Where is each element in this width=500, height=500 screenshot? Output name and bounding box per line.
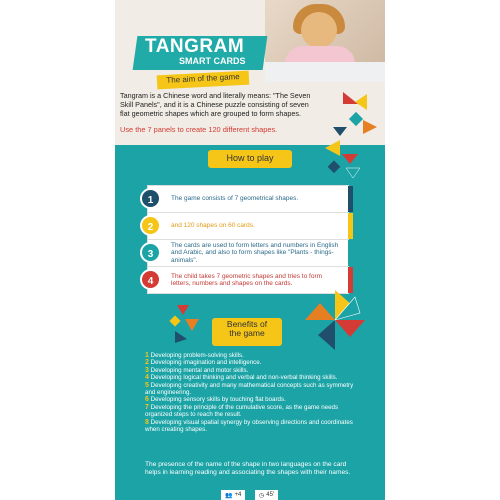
step-cap bbox=[348, 186, 353, 212]
logo-title: TANGRAM bbox=[145, 36, 245, 57]
table-shape bbox=[265, 62, 385, 82]
step-text: The cards are used to form letters and numbers in English and Arabic, and also to form shapes like "Plants - things- animals". bbox=[171, 241, 339, 264]
step-text: The game consists of 7 geometrical shapes. bbox=[171, 195, 299, 203]
benefit-item: 1 Developing problem-solving skills. bbox=[145, 352, 244, 359]
tangram-decor-top-icon bbox=[333, 92, 383, 137]
product-card bbox=[115, 0, 385, 500]
step-1 bbox=[147, 185, 349, 213]
step-number: 3 bbox=[140, 242, 161, 263]
benefits-label bbox=[212, 320, 282, 338]
how-to-play-label: How to play bbox=[226, 153, 274, 163]
players-badge bbox=[221, 490, 245, 500]
step-2 bbox=[147, 212, 349, 240]
benefit-item: 8 Developing visual spatial synergy by observing directions and coordinates when creating shapes. bbox=[145, 418, 353, 434]
step-cap bbox=[348, 240, 353, 266]
time-badge bbox=[255, 490, 278, 500]
benefits-label-line2: the game bbox=[229, 328, 265, 338]
benefits-label-line1: Benefits of bbox=[226, 319, 268, 329]
face-shape bbox=[301, 12, 337, 48]
aim-label: The aim of the game bbox=[166, 72, 240, 85]
benefit-item: 6 Developing sensory skills by touching flat boards. bbox=[145, 396, 286, 404]
clock-icon: ◷ bbox=[259, 492, 265, 499]
benefit-item: 7 Developing the principle of the cumulative score, as the game needs organized steps to reach the result. bbox=[145, 403, 339, 419]
step-number: 2 bbox=[140, 215, 161, 236]
step-number: 4 bbox=[140, 269, 161, 290]
step-3 bbox=[147, 239, 349, 267]
benefit-item: 5 Developing creativity and many mathematical concepts such as symmetry and engineering. bbox=[145, 381, 354, 397]
footer-text: The presence of the name of the shape in two languages on the card helps in learning reading and associating the shapes with their names. bbox=[145, 461, 351, 476]
step-cap bbox=[348, 213, 353, 239]
benefit-item: 2 Developing imagination and intelligence. bbox=[145, 359, 262, 367]
time-value: 45' bbox=[266, 492, 275, 498]
benefit-item: 3 Developing mental and motor skills. bbox=[145, 366, 249, 374]
step-text: The child takes 7 geometric shapes and tries to form letters, numbers and shapes on the cards. bbox=[171, 272, 323, 287]
tangram-decor-left-icon bbox=[167, 305, 207, 345]
benefits-list bbox=[145, 352, 360, 433]
benefit-item: 4 Developing logical thinking and verbal and non-verbal thinking skills. bbox=[145, 374, 338, 382]
tangram-decor-mid-icon bbox=[320, 140, 365, 180]
intro-text: Tangram is a Chinese word and literally means: "The Seven Skill Panels", and it is a Chinese puzzle consisting of seven flat geometric shapes which are grouped to form shapes. bbox=[120, 91, 311, 118]
logo-subtitle: SMART CARDS bbox=[179, 56, 246, 66]
step-number: 1 bbox=[140, 188, 161, 209]
windmill-decor-icon bbox=[300, 285, 370, 360]
child-photo bbox=[265, 0, 385, 82]
players-value: +4 bbox=[234, 492, 242, 498]
players-icon: 👥 bbox=[225, 492, 233, 499]
intro-highlight: Use the 7 panels to create 120 different shapes. bbox=[120, 125, 278, 134]
step-text: and 120 shapes on 60 cards. bbox=[171, 222, 255, 230]
